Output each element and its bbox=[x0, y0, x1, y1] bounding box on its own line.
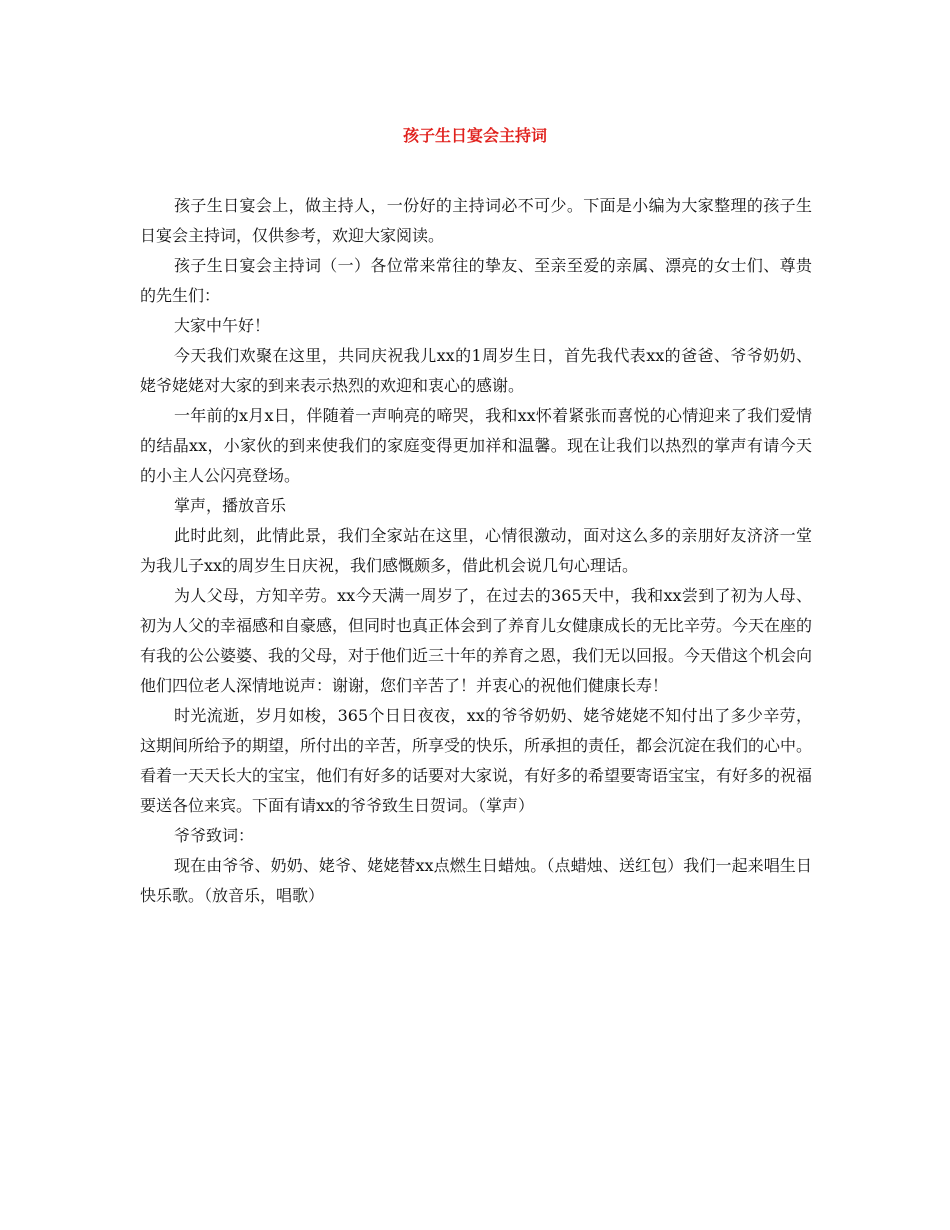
paragraph-greeting-guests: 孩子生日宴会主持词（一）各位常来常往的挚友、至亲至爱的亲属、漂亮的女士们、尊贵的先生们： bbox=[140, 256, 812, 305]
document-title: 孩子生日宴会主持词 bbox=[402, 126, 547, 145]
paragraph-grandpa-speech: 爷爷致词： bbox=[174, 826, 255, 845]
paragraph-candles-song: 现在由爷爷、奶奶、姥爷、姥姥替xx点燃生日蜡烛。（点蜡烛、送红包）我们一起来唱生日快乐歌。（放音乐，唱歌） bbox=[140, 856, 812, 905]
paragraph-welcome: 今天我们欢聚在这里，共同庆祝我儿xx的1周岁生日，首先我代表xx的爸爸、爷爷奶奶、姥爷姥姥对大家的到来表示热烈的欢迎和衷心的感谢。 bbox=[140, 346, 812, 395]
paragraph-good-noon: 大家中午好！ bbox=[174, 316, 271, 335]
document-body bbox=[140, 191, 812, 911]
paragraph-applause-music: 掌声，播放音乐 bbox=[174, 496, 287, 515]
paragraph-intro: 孩子生日宴会上，做主持人，一份好的主持词必不可少。下面是小编为大家整理的孩子生日宴会主持词，仅供参考，欢迎大家阅读。 bbox=[140, 196, 812, 245]
paragraph-family-feelings: 此时此刻，此情此景，我们全家站在这里，心情很激动，面对这么多的亲朋好友济济一堂为我儿子xx的周岁生日庆祝，我们感慨颇多，借此机会说几句心理话。 bbox=[140, 526, 812, 575]
paragraph-parents-thanks: 为人父母，方知辛劳。xx今天满一周岁了，在过去的365天中，我和xx尝到了初为人母、初为人父的幸福感和自豪感，但同时也真正体会到了养育儿女健康成长的无比辛劳。今天在座的有我的公公婆婆、我的父母，对于他们近三十年的养育之恩，我们无以回报。今天借这个机会向他们四位老人深情地说声：谢谢，您们辛苦了！并衷心的祝他们健康长寿！ bbox=[140, 586, 813, 695]
paragraph-grandparents: 时光流逝，岁月如梭，365个日日夜夜，xx的爷爷奶奶、姥爷姥姥不知付出了多少辛劳，这期间所给予的期望，所付出的辛苦，所享受的快乐，所承担的责任，都会沉淀在我们的心中。看着一天天长大的宝宝，他们有好多的话要对大家说，有好多的希望要寄语宝宝，有好多的祝福要送各位来宾。下面有请xx的爷爷致生日贺词。（掌声） bbox=[140, 706, 813, 815]
paragraph-birth-story: 一年前的x月x日，伴随着一声响亮的啼哭，我和xx怀着紧张而喜悦的心情迎来了我们爱情的结晶xx，小家伙的到来使我们的家庭变得更加祥和温馨。现在让我们以热烈的掌声有请今天的小主人公闪亮登场。 bbox=[140, 406, 812, 485]
